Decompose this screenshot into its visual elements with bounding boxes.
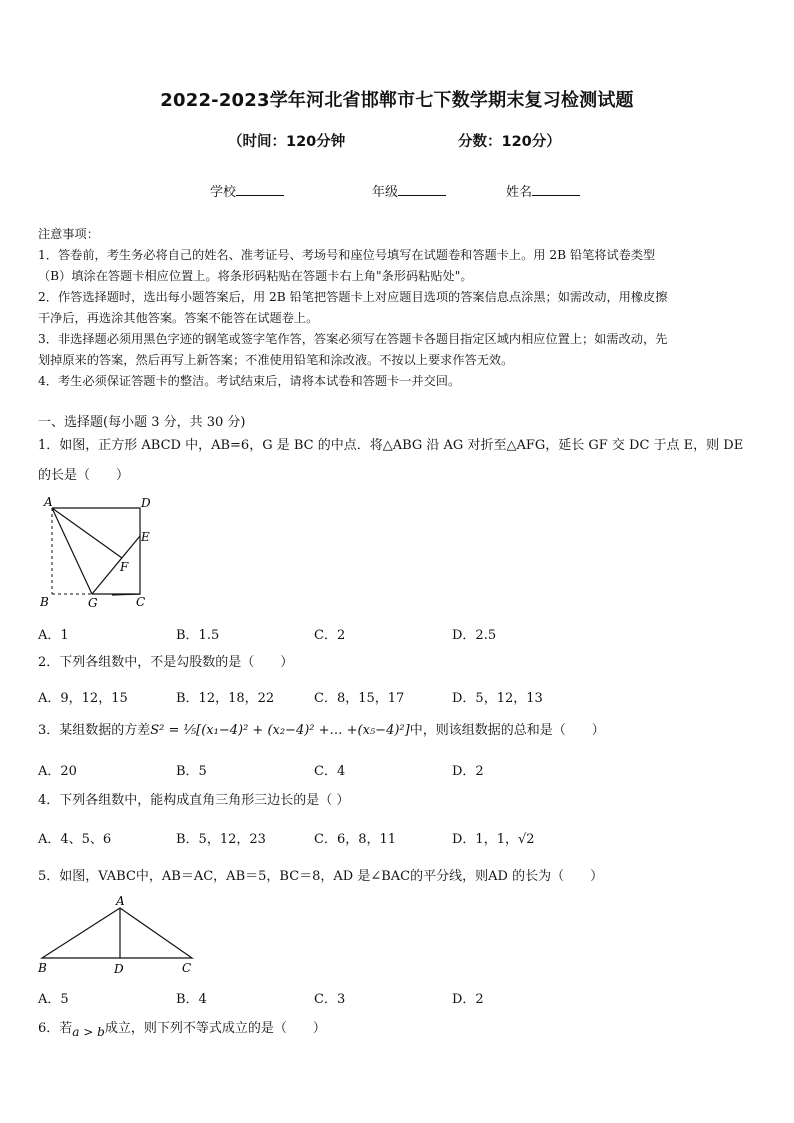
q3-option-a: A．20 <box>38 764 77 779</box>
q1-option-c: C．2 <box>314 628 346 643</box>
q5-option-d: D．2 <box>452 992 484 1007</box>
question-6 <box>38 1016 760 1045</box>
notes-line: 1．答卷前，考生务必将自己的姓名、准考证号、考场号和座位号填写在试题卷和答题卡上。用 2B 铅笔将试卷类型 <box>38 248 656 262</box>
q4-option-a: A．4、5、6 <box>38 832 112 847</box>
q4-option-b: B．5，12，23 <box>176 832 266 847</box>
variance-formula: S² = ⅕[(x₁−4)² + (x₂−4)² +… +(x₅−4)²] <box>150 723 410 738</box>
q4-option-c: C．6，8，11 <box>314 832 397 847</box>
school-blank <box>236 183 284 196</box>
q5-option-a: A．5 <box>38 992 69 1007</box>
notes-block <box>38 224 758 392</box>
label-e: E <box>141 530 150 544</box>
label-g: G <box>88 596 98 610</box>
q3-option-b: B．5 <box>176 764 207 779</box>
segment-af <box>52 508 122 558</box>
q1-option-d: D．2.5 <box>452 628 497 643</box>
q6-suffix: 成立，则下列不等式成立的是（ ） <box>104 1021 326 1036</box>
q3-suffix: 中，则该组数据的总和是（ ） <box>409 723 605 738</box>
label-d: D <box>114 962 124 976</box>
q5-option-b: B．4 <box>176 992 207 1007</box>
exam-score: 分数：120分） <box>458 134 561 150</box>
label-b: B <box>38 961 47 975</box>
q3-option-c: C．4 <box>314 764 346 779</box>
q2-option-a: A．9，12，15 <box>38 691 128 706</box>
notes-line: （B）填涂在答题卡相应位置上。将条形码粘贴在答题卡右上角"条形码粘贴处"。 <box>38 269 473 283</box>
question-1-line1: 1．如图，正方形 ABCD 中，AB=6，G 是 BC 的中点．将△ABG 沿 AG 对折至△AFG，延长 GF 交 DC 于点 E，则 DE <box>38 438 744 453</box>
q1-option-b: B．1.5 <box>176 628 220 643</box>
grade-label: 年级 <box>372 185 399 200</box>
name-label: 姓名 <box>506 185 533 200</box>
grade-field <box>372 181 446 200</box>
q5-option-c: C．3 <box>314 992 346 1007</box>
q1-option-a: A．1 <box>38 628 69 643</box>
square-abcd-figure <box>30 494 160 612</box>
segment-ge <box>92 536 140 594</box>
q6-inequality: a > b <box>72 1025 105 1039</box>
triangle-abc-figure <box>30 894 205 978</box>
question-2: 2．下列各组数中，不是勾股数的是（ ） <box>38 655 294 670</box>
exam-time: （时间：120分钟 <box>228 134 346 150</box>
label-b: B <box>40 595 49 609</box>
label-c: C <box>182 961 192 975</box>
notes-line: 3．非选择题必须用黑色字迹的钢笔或签字笔作答，答案必须写在答题卡各题目指定区域内相应位置上；如需改动，先 <box>38 332 668 346</box>
question-5: 5．如图，VABC中，AB＝AC，AB＝5，BC＝8，AD 是∠BAC的平分线，则AD 的长为（ ） <box>38 869 604 884</box>
q2-option-b: B．12，18，22 <box>176 691 275 706</box>
name-field <box>506 181 580 200</box>
notes-heading: 注意事项： <box>38 227 99 241</box>
q3-option-d: D．2 <box>452 764 484 779</box>
name-blank <box>532 183 580 196</box>
q3-prefix: 3．某组数据的方差 <box>38 723 151 738</box>
school-label: 学校 <box>210 185 237 200</box>
grade-blank <box>398 183 446 196</box>
triangle-abc <box>42 908 192 958</box>
question-1-line2: 的长是（ ） <box>38 468 130 483</box>
label-c: C <box>136 595 146 609</box>
section-heading: 一、选择题(每小题 3 分，共 30 分) <box>38 415 246 430</box>
school-field <box>210 181 284 200</box>
exam-title: 2022-2023学年河北省邯郸市七下数学期末复习检测试题 <box>160 90 634 111</box>
label-f: F <box>120 560 129 574</box>
notes-line: 4．考生必须保证答题卡的整洁。考试结束后，请将本试卷和答题卡一并交回。 <box>38 374 461 388</box>
segment-ag <box>52 508 92 594</box>
label-a: A <box>116 894 125 908</box>
q6-prefix: 6．若 <box>38 1021 73 1036</box>
notes-line: 2．作答选择题时，选出每小题答案后，用 2B 铅笔把答题卡上对应题目选项的答案信息点涂黑；如需改动，用橡皮擦 <box>38 290 668 304</box>
label-a: A <box>44 495 53 509</box>
question-3 <box>38 718 760 744</box>
label-d: D <box>141 496 151 510</box>
q4-option-d: D．1，1，√2 <box>452 832 535 847</box>
q2-option-d: D．5，12，13 <box>452 691 543 706</box>
q2-option-c: C．8，15，17 <box>314 691 405 706</box>
notes-line: 干净后，再选涂其他答案。答案不能答在试题卷上。 <box>38 311 319 325</box>
notes-line: 划掉原来的答案，然后再写上新答案；不准使用铅笔和涂改液。不按以上要求作答无效。 <box>38 353 514 367</box>
question-4: 4．下列各组数中，能构成直角三角形三边长的是（ ） <box>38 793 350 808</box>
